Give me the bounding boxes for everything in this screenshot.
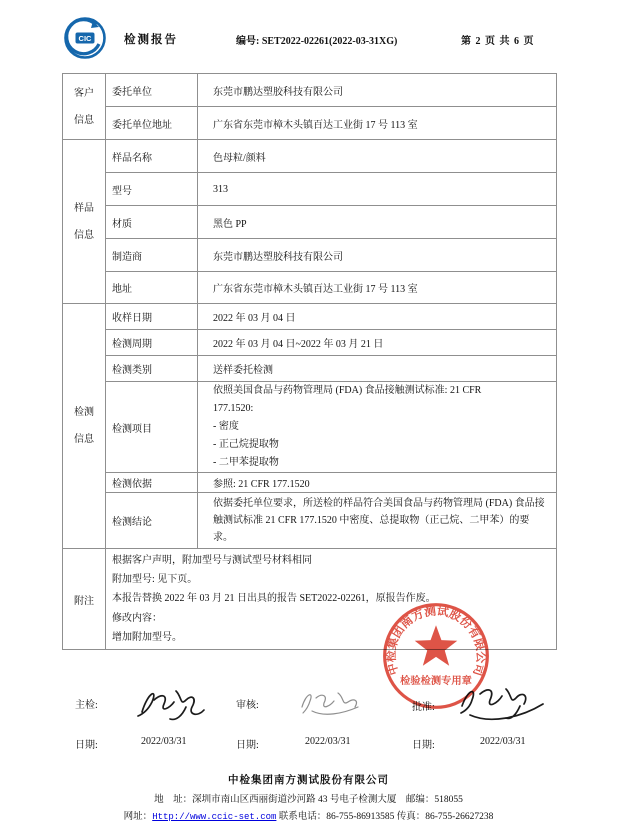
website-link[interactable]: Http://www.ccic-set.com [152,812,277,822]
stamp-ring-text: 中检集团南方测试股份有限公司 [384,604,488,678]
logo-text: CIC [78,34,92,43]
table-row [63,549,557,650]
table-row [63,140,557,173]
page-indicator: 第 2 页 共 6 页 [461,36,535,47]
field-label: 检测项目 [106,382,198,473]
section-label-notes: 附注 [63,549,106,650]
field-value: 参照: 21 CFR 177.1520 [198,473,557,493]
approver-date: 2022/03/31 [480,736,526,747]
field-value: 东莞市鹏达塑胶科技有限公司 [198,239,557,272]
field-value: 送样委托检测 [198,356,557,382]
inspector-label: 主检: [75,700,98,711]
inspector-date: 2022/03/31 [141,736,187,747]
table-row [63,272,557,304]
field-label: 材质 [106,206,198,239]
field-value: 东莞市鹏达塑胶科技有限公司 [198,74,557,107]
phone-number: 联系电话：86-755-86913585 [278,812,395,822]
website-label: 网址： [123,812,153,822]
approver-signature [450,676,550,728]
table-row [63,473,557,493]
table-row [63,206,557,239]
reviewer-signature [292,685,370,721]
field-label: 检测结论 [106,493,198,549]
cic-logo-icon [63,16,107,60]
table-row [63,382,557,473]
inspector-signature [126,680,214,726]
field-label: 检测类别 [106,356,198,382]
field-label: 检测依据 [106,473,198,493]
notes-cell: 根据客户声明，附加型号与测试型号材料相同 附加型号: 见下页。 本报告替换 2022 年 03 月 21 日出具的报告 SET2022-02261，原报告作废。 修改内容： 增加附加型号。 [106,549,557,650]
table-row [63,107,557,140]
date-label: 日期: [236,740,259,751]
section-label-sample: 样品 信息 [63,140,106,304]
company-address: 地 址：深圳市南山区西丽街道沙河路 43 号电子检测大厦 邮编：518055 [154,795,463,805]
table-row [63,356,557,382]
test-items-cell: 依照美国食品与药物管理局 (FDA) 食品接触测试标准: 21 CFR 177.1520: - 密度 - 正己烷提取物 - 二甲苯提取物 [198,382,557,473]
field-value: 广东省东莞市樟木头镇百达工业街 17 号 113 室 [198,272,557,304]
table-row [63,304,557,330]
table-row [63,239,557,272]
date-label: 日期: [412,740,435,751]
reviewer-label: 审核: [236,700,259,711]
field-value: 广东省东莞市樟木头镇百达工业街 17 号 113 室 [198,107,557,140]
field-label: 地址 [106,272,198,304]
table-row [63,74,557,107]
field-value: 2022 年 03 月 04 日 [198,304,557,330]
table-row [63,173,557,206]
stamp-banner-text: 检验检测专用章 [400,676,472,687]
contact-line [0,808,617,822]
field-label: 型号 [106,173,198,206]
section-label-customer: 客户 信息 [63,74,106,140]
field-value: 313 [198,173,557,206]
field-label: 委托单位地址 [106,107,198,140]
field-value: 色母粒/颜料 [198,140,557,173]
report-footer [0,772,617,825]
approver-label: 批准: [412,702,435,713]
table-row [63,493,557,549]
section-label-test: 检测 信息 [63,304,106,549]
page-title: 检测报告 [124,34,178,46]
conclusion-text: 依据委托单位要求，所送检的样品符合美国食品与药物管理局 (FDA) 食品接触测试标准 21 CFR 177.1520 中密度、总提取物（正己烷、二甲苯）的要求。 [198,493,557,549]
company-name: 中检集团南方测试股份有限公司 [228,775,389,786]
field-label: 委托单位 [106,74,198,107]
table-row [63,330,557,356]
field-value: 2022 年 03 月 04 日~2022 年 03 月 21 日 [198,330,557,356]
date-label: 日期: [75,740,98,751]
fax-number: 传真：86-755-26627238 [396,812,494,822]
field-label: 收样日期 [106,304,198,330]
field-label: 样品名称 [106,140,198,173]
field-label: 制造商 [106,239,198,272]
field-label: 检测周期 [106,330,198,356]
report-number: 编号: SET2022-02261(2022-03-31XG) [236,36,398,47]
reviewer-date: 2022/03/31 [305,736,351,747]
report-table [62,73,557,650]
field-value: 黑色 PP [198,206,557,239]
